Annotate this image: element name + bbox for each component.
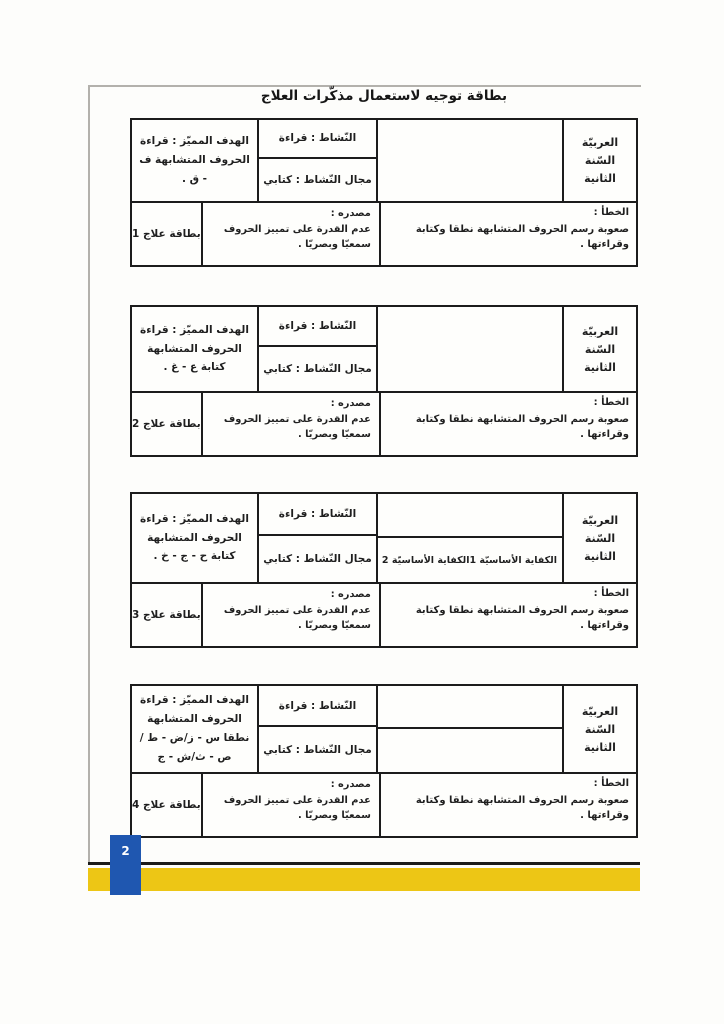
source-label: مصدره : <box>330 398 371 409</box>
activity-column <box>259 494 378 582</box>
source-text: عدم القدرة على تمييز الحروف سمعيّا وبصريّا . <box>223 795 371 822</box>
goal-cell: الهدف المميّز : قراءة الحروف المتشابهة ف - ق . <box>132 120 259 201</box>
activity-cell: النّشاط : قراءة <box>259 494 376 536</box>
treatment-table-2 <box>130 305 638 457</box>
table-top-section <box>132 494 636 584</box>
page-number-badge <box>110 835 141 895</box>
activity-cell: النّشاط : قراءة <box>259 686 376 727</box>
table-bottom-section <box>132 393 636 455</box>
error-label: الخطأ : <box>593 397 629 408</box>
error-label: الخطأ : <box>593 588 629 599</box>
error-label: الخطأ : <box>593 207 629 218</box>
empty-split-column <box>378 686 564 772</box>
treatment-table-1 <box>130 118 638 267</box>
goal-cell: الهدف المميّز : قراءة الحروف المتشابهة كتابة ع - غ . <box>132 307 259 391</box>
subject-line: العربيّة <box>581 704 619 718</box>
goal-cell: الهدف المميّز : قراءة الحروف المتشابهة نطقا س - ز/ض - ط / ص - ث/ش - ج <box>132 686 259 772</box>
table-bottom-section <box>132 774 636 836</box>
source-label: مصدره : <box>330 779 371 790</box>
competency-2-label: الكفاية الأساسيّة 2 <box>381 554 470 566</box>
error-label: الخطأ : <box>593 778 629 789</box>
competency-1-label: الكفاية الأساسيّة 1 <box>469 554 557 566</box>
subject-line: السّنة <box>584 154 616 167</box>
error-cell <box>381 203 636 265</box>
treatment-card-label: بطاقة علاج 1 <box>132 203 203 265</box>
source-cell <box>203 203 381 265</box>
subject-line: الثانية <box>584 360 616 374</box>
error-cell <box>381 393 636 455</box>
error-text: صعوبة رسم الحروف المتشابهة نطقا وكتابة وقراءتها . <box>415 795 629 821</box>
table-top-section <box>132 307 636 393</box>
activity-field-cell: مجال النّشاط : كتابي <box>263 363 372 376</box>
page-frame-left-line <box>88 85 90 863</box>
error-text: صعوبة رسم الحروف المتشابهة نطقا وكتابة وقراءتها . <box>415 414 629 440</box>
source-text: عدم القدرة على تمييز الحروف سمعيّا وبصريّا . <box>223 605 371 632</box>
subject-line: الثانية <box>584 172 616 185</box>
source-label: مصدره : <box>330 589 371 600</box>
goal-cell: الهدف المميّز : قراءة الحروف المتشابهة كتابة ح - ج - خ . <box>132 494 259 582</box>
table-bottom-section <box>132 203 636 265</box>
source-label: مصدره : <box>330 208 371 219</box>
error-cell <box>381 774 636 836</box>
subject-line: السّنة <box>584 531 616 545</box>
subject-line: العربيّة <box>581 513 619 527</box>
error-text: صعوبة رسم الحروف المتشابهة نطقا وكتابة وقراءتها . <box>415 224 629 250</box>
source-cell <box>203 774 381 836</box>
empty-cell <box>378 729 562 772</box>
treatment-table-3 <box>130 492 638 648</box>
source-cell <box>203 584 381 646</box>
empty-cell <box>378 494 562 538</box>
activity-field-cell: مجال النّشاط : كتابي <box>263 553 372 566</box>
empty-cell <box>378 686 562 729</box>
subject-cell <box>564 494 636 582</box>
activity-field-cell: مجال النّشاط : كتابي <box>263 173 372 186</box>
empty-cell <box>378 120 564 201</box>
subject-cell <box>564 120 636 201</box>
activity-field-cell: مجال النّشاط : كتابي <box>263 743 372 756</box>
error-text: صعوبة رسم الحروف المتشابهة نطقا وكتابة وقراءتها . <box>415 605 629 631</box>
treatment-table-4 <box>130 684 638 838</box>
page-frame-top-line <box>88 85 641 87</box>
source-text: عدم القدرة على تمييز الحروف سمعيّا وبصريّا . <box>223 224 371 251</box>
table-bottom-section <box>132 584 636 646</box>
subject-line: الثانية <box>584 740 616 754</box>
footer-accent-bar <box>88 868 640 891</box>
footer-divider-line <box>88 862 640 865</box>
table-top-section <box>132 686 636 774</box>
activity-column <box>259 686 378 772</box>
activity-cell: النّشاط : قراءة <box>259 307 376 347</box>
treatment-card-label: بطاقة علاج 4 <box>132 774 203 836</box>
competency-cell <box>378 538 562 582</box>
subject-line: السّنة <box>584 342 616 356</box>
subject-line: العربيّة <box>581 136 619 149</box>
source-cell <box>203 393 381 455</box>
activity-column <box>259 307 378 391</box>
table-top-section <box>132 120 636 203</box>
subject-line: السّنة <box>584 722 616 736</box>
treatment-card-label: بطاقة علاج 2 <box>132 393 203 455</box>
error-cell <box>381 584 636 646</box>
document-title: بطاقة توجيه لاستعمال مذكّرات العلاج <box>260 88 508 104</box>
subject-line: العربيّة <box>581 324 619 338</box>
activity-column <box>259 120 378 201</box>
activity-cell: النّشاط : قراءة <box>259 120 376 159</box>
competency-column <box>378 494 564 582</box>
empty-cell <box>378 307 564 391</box>
subject-cell <box>564 686 636 772</box>
source-text: عدم القدرة على تمييز الحروف سمعيّا وبصريّا . <box>223 414 371 441</box>
subject-cell <box>564 307 636 391</box>
page-number: 2 <box>121 844 130 858</box>
treatment-card-label: بطاقة علاج 3 <box>132 584 203 646</box>
subject-line: الثانية <box>584 549 616 563</box>
